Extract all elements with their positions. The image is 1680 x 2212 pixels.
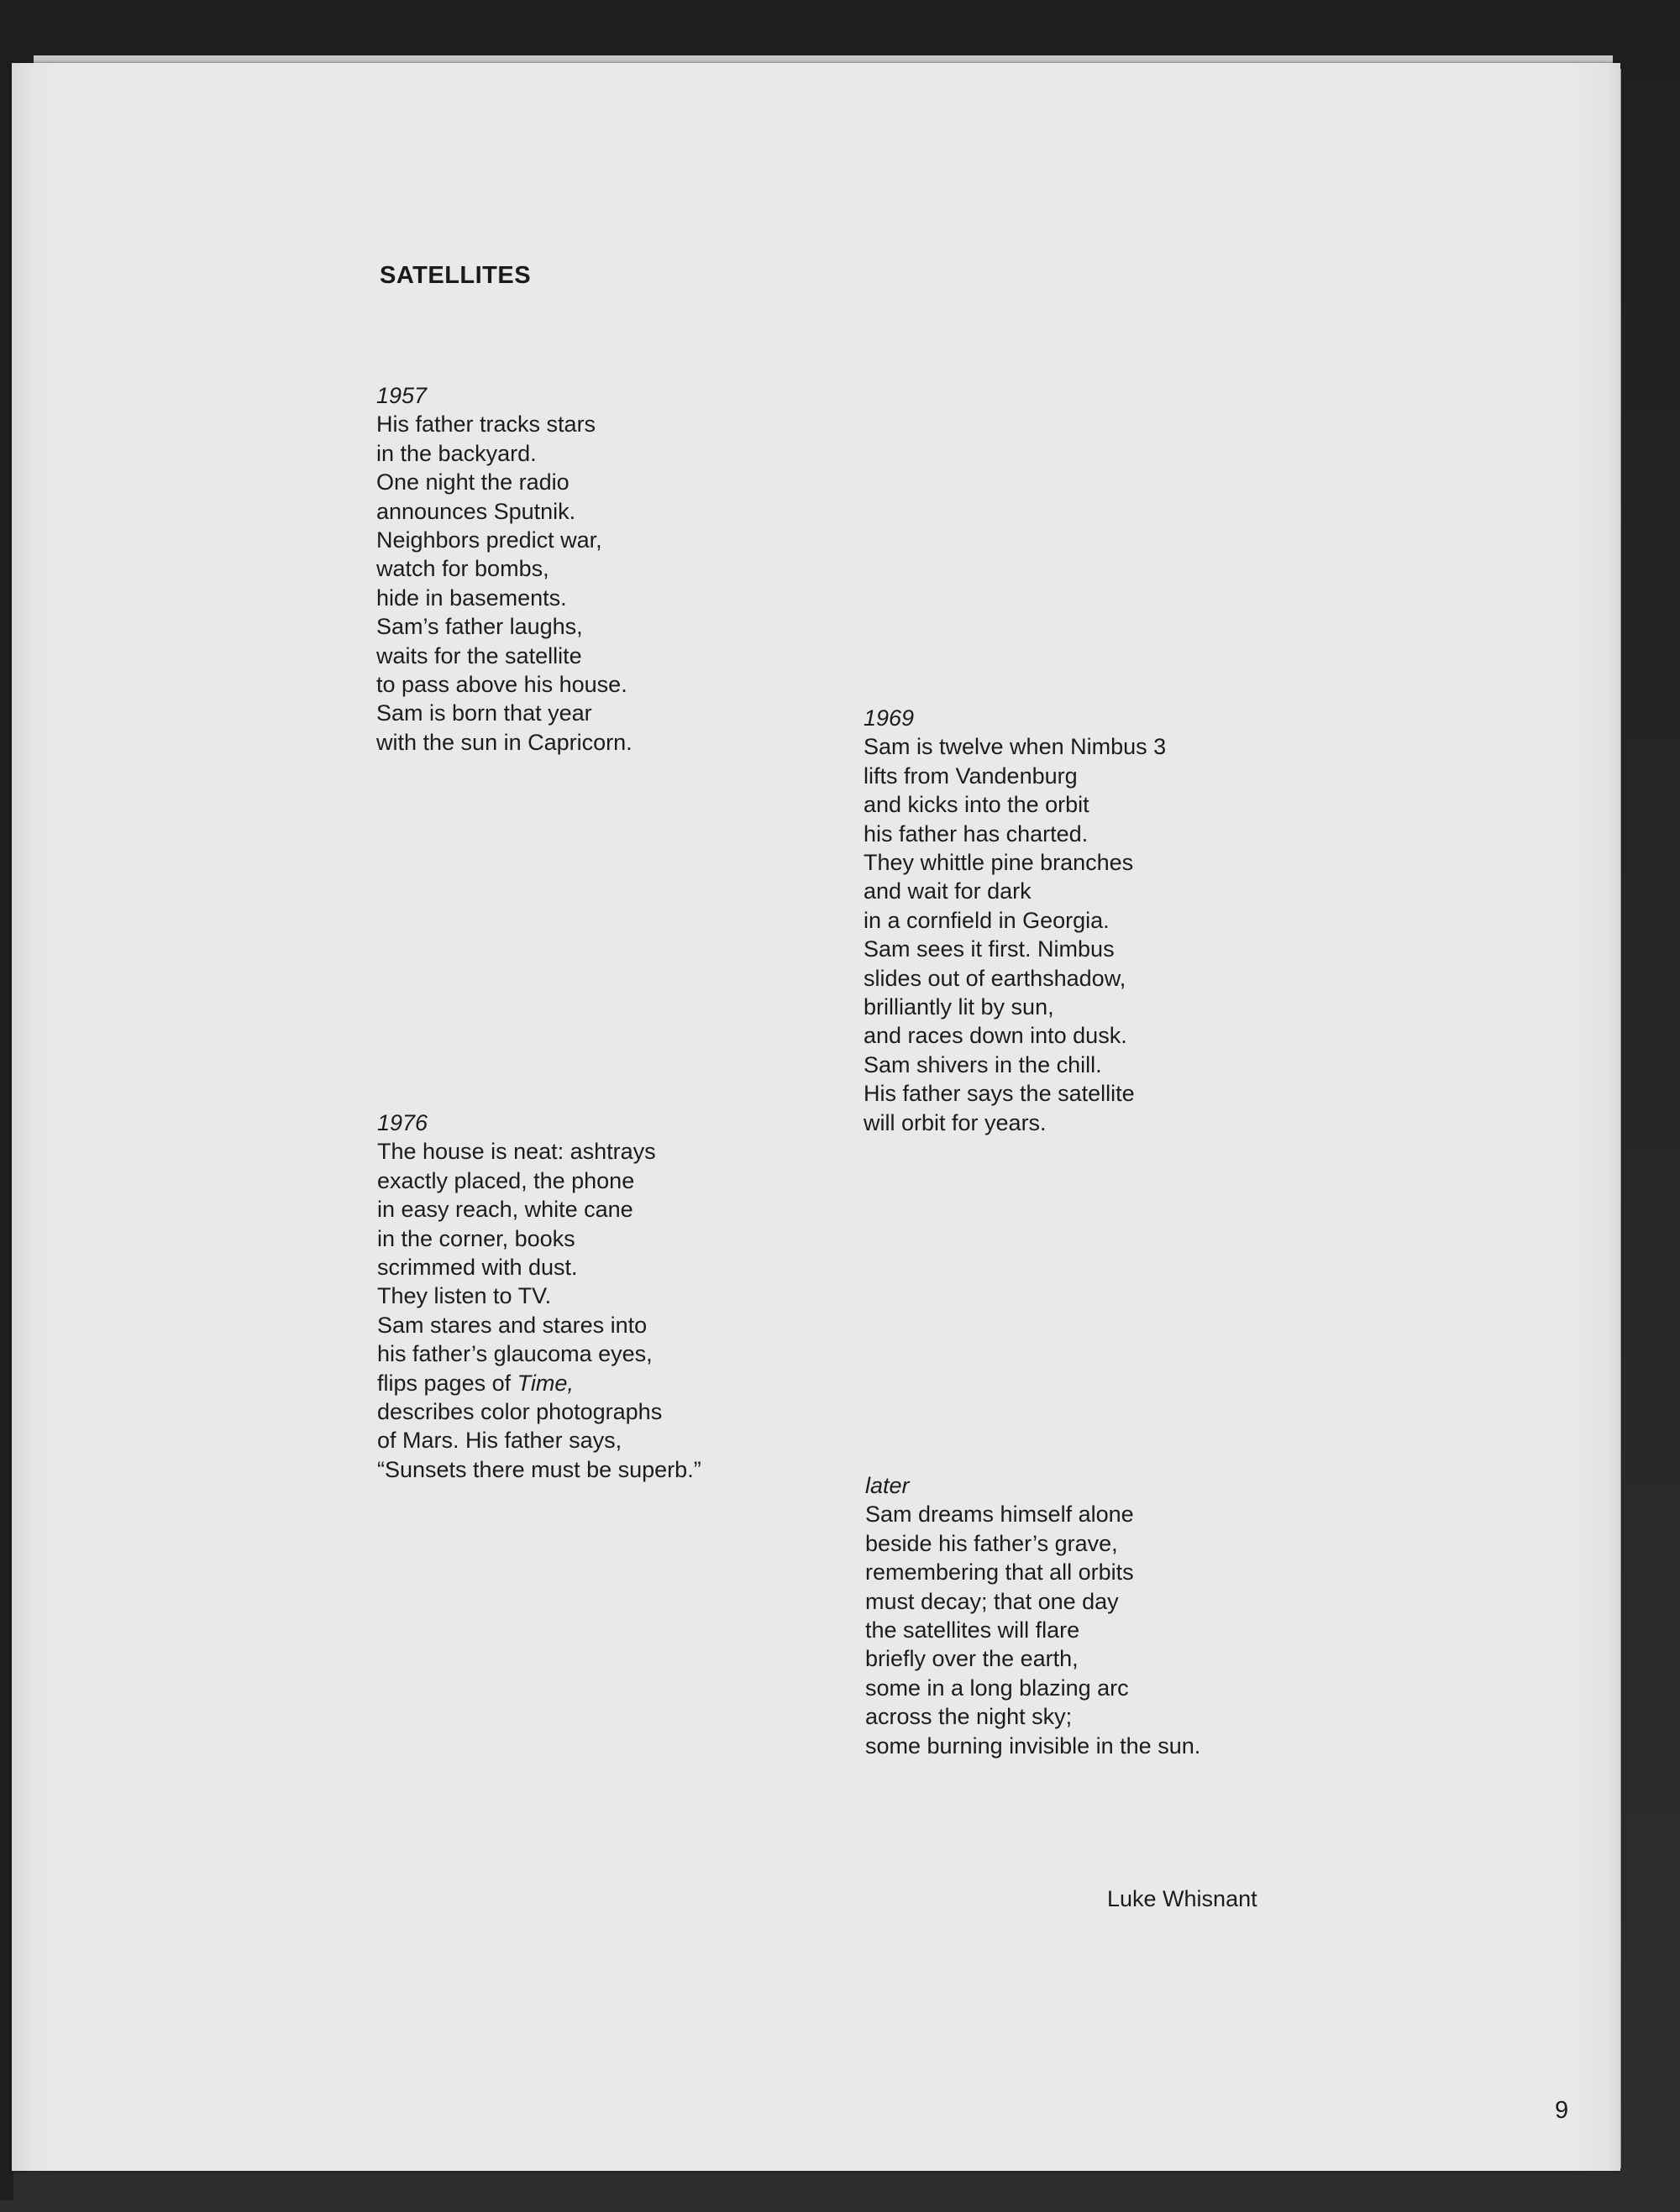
poem-line: describes color photographs (377, 1399, 663, 1425)
poem-line-text: flips pages of (377, 1370, 517, 1396)
poem-line: beside his father’s grave, (865, 1530, 1118, 1556)
poem-line: announces Sputnik. (376, 498, 576, 524)
poem-line: watch for bombs, (376, 556, 549, 582)
document-page (12, 63, 1620, 2171)
poem-line: slides out of earthshadow, (864, 965, 1126, 991)
poem-line: across the night sky; (865, 1704, 1073, 1730)
poem-line: “Sunsets there must be superb.” (377, 1456, 701, 1482)
poem-line: in a cornfield in Georgia. (864, 907, 1110, 933)
stanza-later (865, 1471, 1200, 1760)
poem-line: his father’s glaucoma eyes, (377, 1341, 653, 1367)
poem-line: exactly placed, the phone (377, 1167, 635, 1193)
stanza-1976 (377, 1109, 701, 1484)
poem-line: of Mars. His father says, (377, 1428, 622, 1454)
poem-line: They whittle pine branches (864, 850, 1134, 876)
poem-line: Neighbors predict war, (376, 527, 602, 553)
poem-line: remembering that all orbits (865, 1559, 1134, 1586)
poem-line: briefly over the earth, (865, 1646, 1079, 1672)
stanza-heading: 1976 (377, 1110, 428, 1135)
poem-line: and kicks into the orbit (864, 792, 1089, 818)
poem-line: hide in basements. (376, 584, 567, 611)
poem-line: to pass above his house. (376, 672, 627, 698)
poem-line: his father has charted. (864, 820, 1089, 847)
poem-line: and races down into dusk. (864, 1023, 1127, 1049)
poem-line: brilliantly lit by sun, (864, 994, 1054, 1020)
poem-line: in the corner, books (377, 1225, 575, 1251)
poem-line: must decay; that one day (865, 1588, 1119, 1614)
poem-line: lifts from Vandenburg (864, 763, 1078, 789)
poem-line: Sam stares and stares into (377, 1312, 648, 1338)
poem-line: Sam is born that year (376, 700, 592, 726)
italic-magazine-title: Time, (517, 1370, 574, 1396)
poem-line: Sam sees it first. Nimbus (864, 936, 1115, 962)
stanza-heading: 1969 (864, 705, 915, 731)
poem-line: in easy reach, white cane (377, 1197, 633, 1223)
poem-line: scrimmed with dust. (377, 1255, 578, 1281)
poem-line: The house is neat: ashtrays (377, 1139, 656, 1165)
poem-line: One night the radio (376, 469, 570, 495)
stanza-heading: 1957 (376, 383, 428, 408)
page-number: 9 (1555, 2097, 1569, 2124)
poem-line: His father tracks stars (376, 411, 596, 438)
poem-line: His father says the satellite (864, 1081, 1135, 1107)
poem-line: They listen to TV. (377, 1283, 552, 1309)
stanza-1969 (864, 704, 1166, 1137)
poem-line: and wait for dark (864, 878, 1032, 904)
author-name: Luke Whisnant (1107, 1886, 1257, 1911)
poem-title: SATELLITES (380, 262, 532, 289)
poem-line: the satellites will flare (865, 1617, 1080, 1643)
stanza-heading: later (865, 1473, 910, 1498)
poem-line: Sam’s father laughs, (376, 614, 583, 640)
poem-line: with the sun in Capricorn. (376, 729, 633, 755)
poem-line: waits for the satellite (376, 642, 582, 668)
poem-line-with-italic (377, 1369, 701, 1397)
poem-line: will orbit for years. (864, 1109, 1047, 1135)
poem-line: Sam is twelve when Nimbus 3 (864, 734, 1167, 760)
stanza-1957 (376, 381, 633, 757)
poem-line: some burning invisible in the sun. (865, 1732, 1201, 1759)
poem-line: in the backyard. (376, 440, 537, 466)
poem-line: Sam shivers in the chill. (864, 1051, 1102, 1077)
poem-line: some in a long blazing arc (865, 1675, 1129, 1701)
poem-line: Sam dreams himself alone (865, 1502, 1134, 1528)
